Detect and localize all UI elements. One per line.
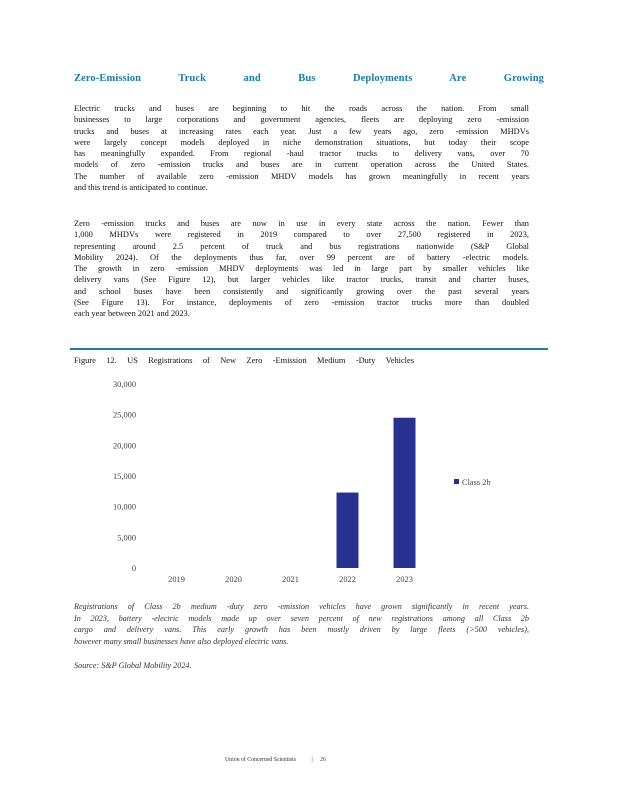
y-tick-label: 10,000 [112,502,136,512]
note-line: however many small businesses have also deployed electric vans. [74,636,289,646]
figure-source: Source: S&P Global Mobility 2024. [74,661,192,670]
deployments-line: 1,000 MHDVs were registered in 2019 compared to over 27,500 registered in 2023, [74,230,529,240]
page-footer [225,757,326,763]
page-number: 26 [320,757,326,763]
deployments-line: Mobility 2024). Of the deployments thus far, over 99 percent are of battery -electric models. [74,252,529,262]
paragraph-intro [74,103,529,193]
footer-org: Union of Concerned Scientists [225,757,297,763]
chart-legend [454,478,491,487]
legend-swatch [454,479,459,484]
footer-separator: | [311,757,313,763]
bar-2023 [394,418,416,568]
deployments-line: each year between 2021 and 2023. [74,309,190,319]
x-tick-label: 2021 [282,575,299,584]
deployments-line: representing around 2.5 percent of truck and bus registrations nationwide (S&P Global [74,241,529,251]
x-tick-label: 2020 [225,575,242,584]
y-tick-label: 30,000 [112,380,136,389]
figure-divider [70,348,548,350]
y-tick-label: 5,000 [117,533,136,543]
note-line: Registrations of Class 2b medium -duty zero -emission vehicles have grown significantly in recent years. [74,602,529,611]
deployments-line: delivery vans (See Figure 12), but larger vehicles like tractor trucks, transit and charter buses, [74,275,529,285]
y-tick-label: 25,000 [112,410,136,420]
y-tick-label: 20,000 [112,441,136,451]
intro-line: models of zero -emission trucks and buses are in current operation across the United States. [74,160,529,170]
x-tick-label: 2019 [168,575,185,584]
intro-line: and this trend is anticipated to continue. [74,183,208,193]
legend-label: Class 2b [462,478,491,487]
deployments-line: The growth in zero -emission MHDV deployments was led in large part by smaller vehicles like [74,264,529,274]
intro-line: Electric trucks and buses are beginning to hit the roads across the nation. From small [74,104,529,113]
note-line: In 2023, battery -electric models made up over seven percent of new registrations among all Class 2b [74,613,529,623]
x-tick-label: 2022 [339,575,356,584]
intro-line: were largely concept models deployed in niche demonstration situations, but today their scope [74,137,529,147]
deployments-line: Zero -emission trucks and buses are now in use in every state across the nation. Fewer than [74,219,529,228]
intro-line: businesses to large corporations and government agencies, fleets are deploying zero -emission [74,115,529,125]
intro-line: trucks and buses at increasing rates each year. Just a few years ago, zero -emission MHDVs [74,126,529,136]
deployments-line: and school buses have been consistently and significantly growing over the past several years [74,286,529,296]
paragraph-deployments [74,218,529,320]
intro-line: The number of available zero -emission MHDV models has grown meaningfully in recent years [74,171,529,181]
note-line: cargo and delivery vans. This early growth has been mostly driven by large fleets (>500 vehicles), [74,625,529,634]
bar-2022 [337,493,359,568]
section-heading: Zero-Emission Truck and Bus Deployments Are Growing [74,73,544,84]
registrations-bar-chart [70,372,550,592]
figure-caption: Figure 12. US Registrations of New Zero -Emission Medium -Duty Vehicles [74,356,414,365]
x-tick-label: 2023 [396,575,413,584]
intro-line: has meaningfully expanded. From regional -haul tractor trucks to delivery vans, over 70 [74,149,529,159]
figure-note [74,601,529,647]
deployments-line: (See Figure 13). For instance, deployments of zero -emission tractor trucks more than doubled [74,298,529,308]
y-tick-label: 0 [131,564,136,573]
y-tick-label: 15,000 [112,472,136,481]
